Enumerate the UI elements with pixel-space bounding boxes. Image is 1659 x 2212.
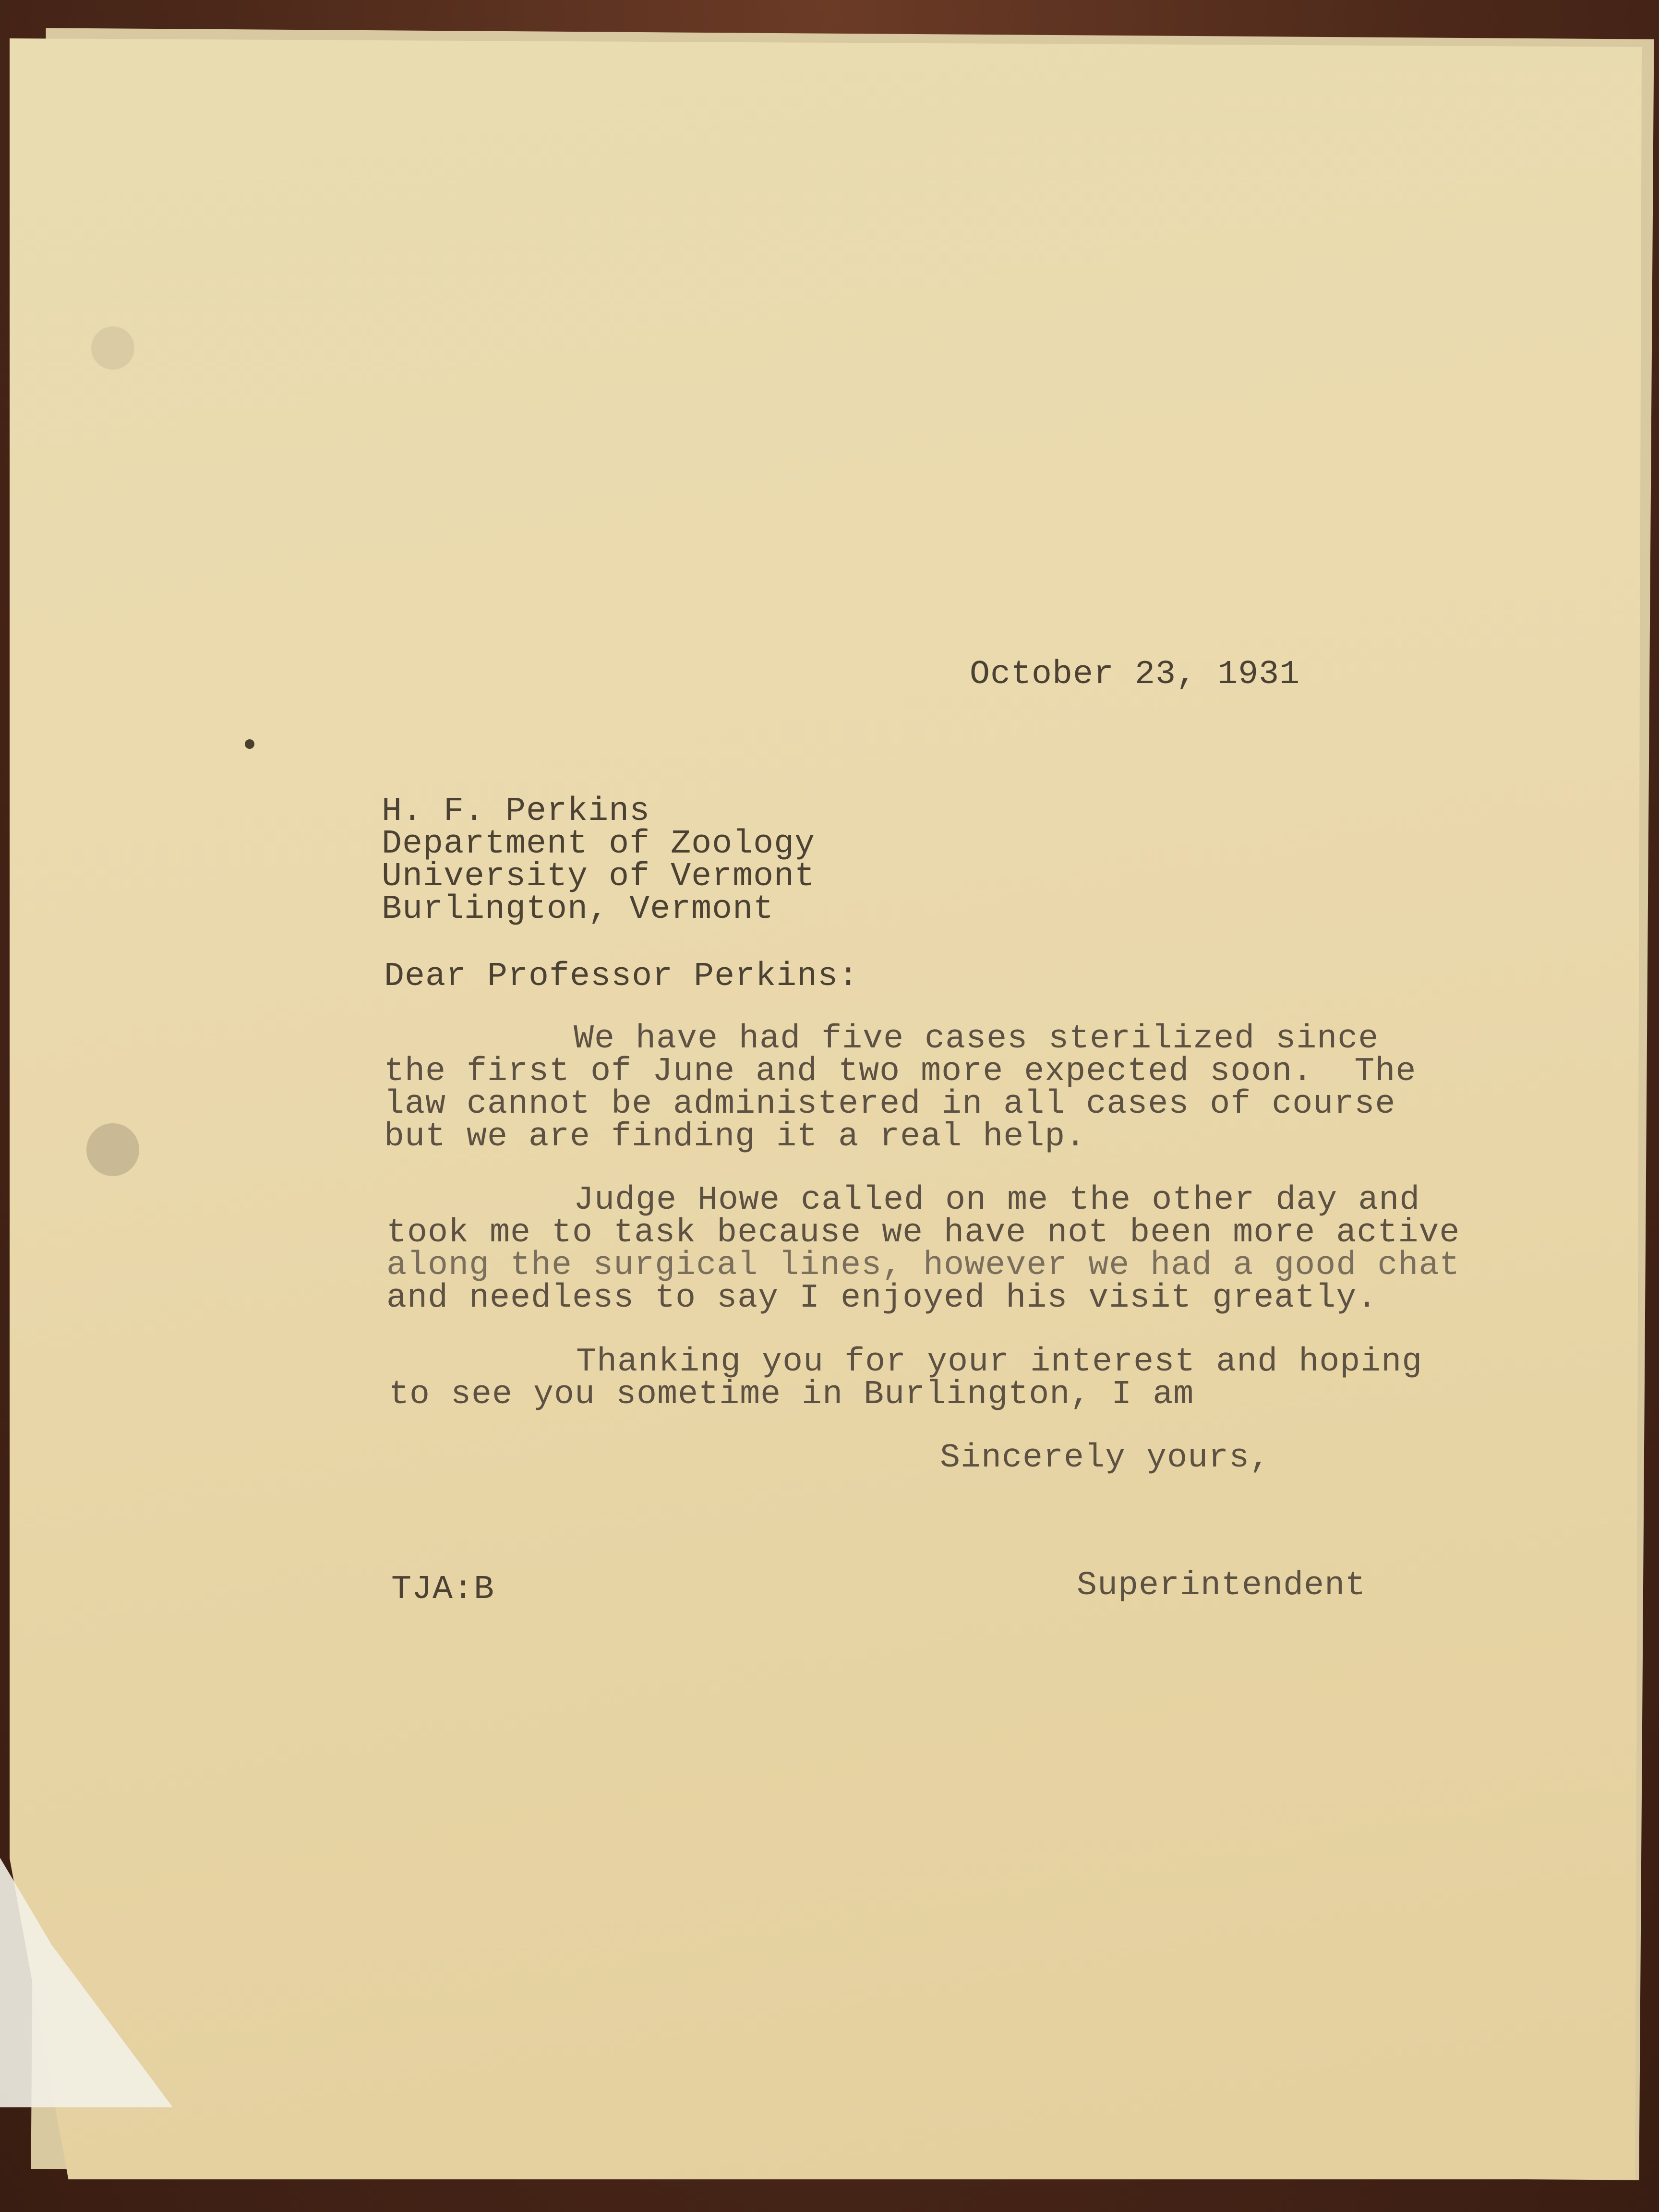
salutation: Dear Professor Perkins: [384,958,859,996]
letter-date: October 23, 1931 [970,656,1300,694]
paragraph-line: law cannot be administered in all cases of course [384,1085,1396,1123]
paragraph-line: the first of June and two more expected soon. The [384,1053,1417,1091]
recipient-city: Burlington, Vermont [382,890,774,928]
paragraph-line: to see you sometime in Burlington, I am [389,1376,1194,1414]
paragraph-line: and needless to say I enjoyed his visit greatly. [386,1279,1378,1317]
recipient-institution: University of Vermont [382,858,816,896]
closing: Sincerely yours, [940,1439,1271,1477]
paragraph-line: along the surgical lines, however we had a good chat [386,1247,1460,1285]
recipient-department: Department of Zoology [382,825,816,863]
paragraph-line: We have had five cases sterilized since [574,1020,1379,1058]
recipient-name: H. F. Perkins [382,793,650,830]
signer-title: Superintendent [1077,1567,1366,1605]
paragraph-line: took me to task because we have not been more active [386,1214,1460,1252]
paragraph-line: Thanking you for your interest and hoping [576,1343,1423,1381]
paragraph-line: but we are finding it a real help. [384,1118,1086,1156]
paragraph-line: Judge Howe called on me the other day and [574,1181,1420,1219]
typist-initials: TJA:B [391,1571,495,1609]
